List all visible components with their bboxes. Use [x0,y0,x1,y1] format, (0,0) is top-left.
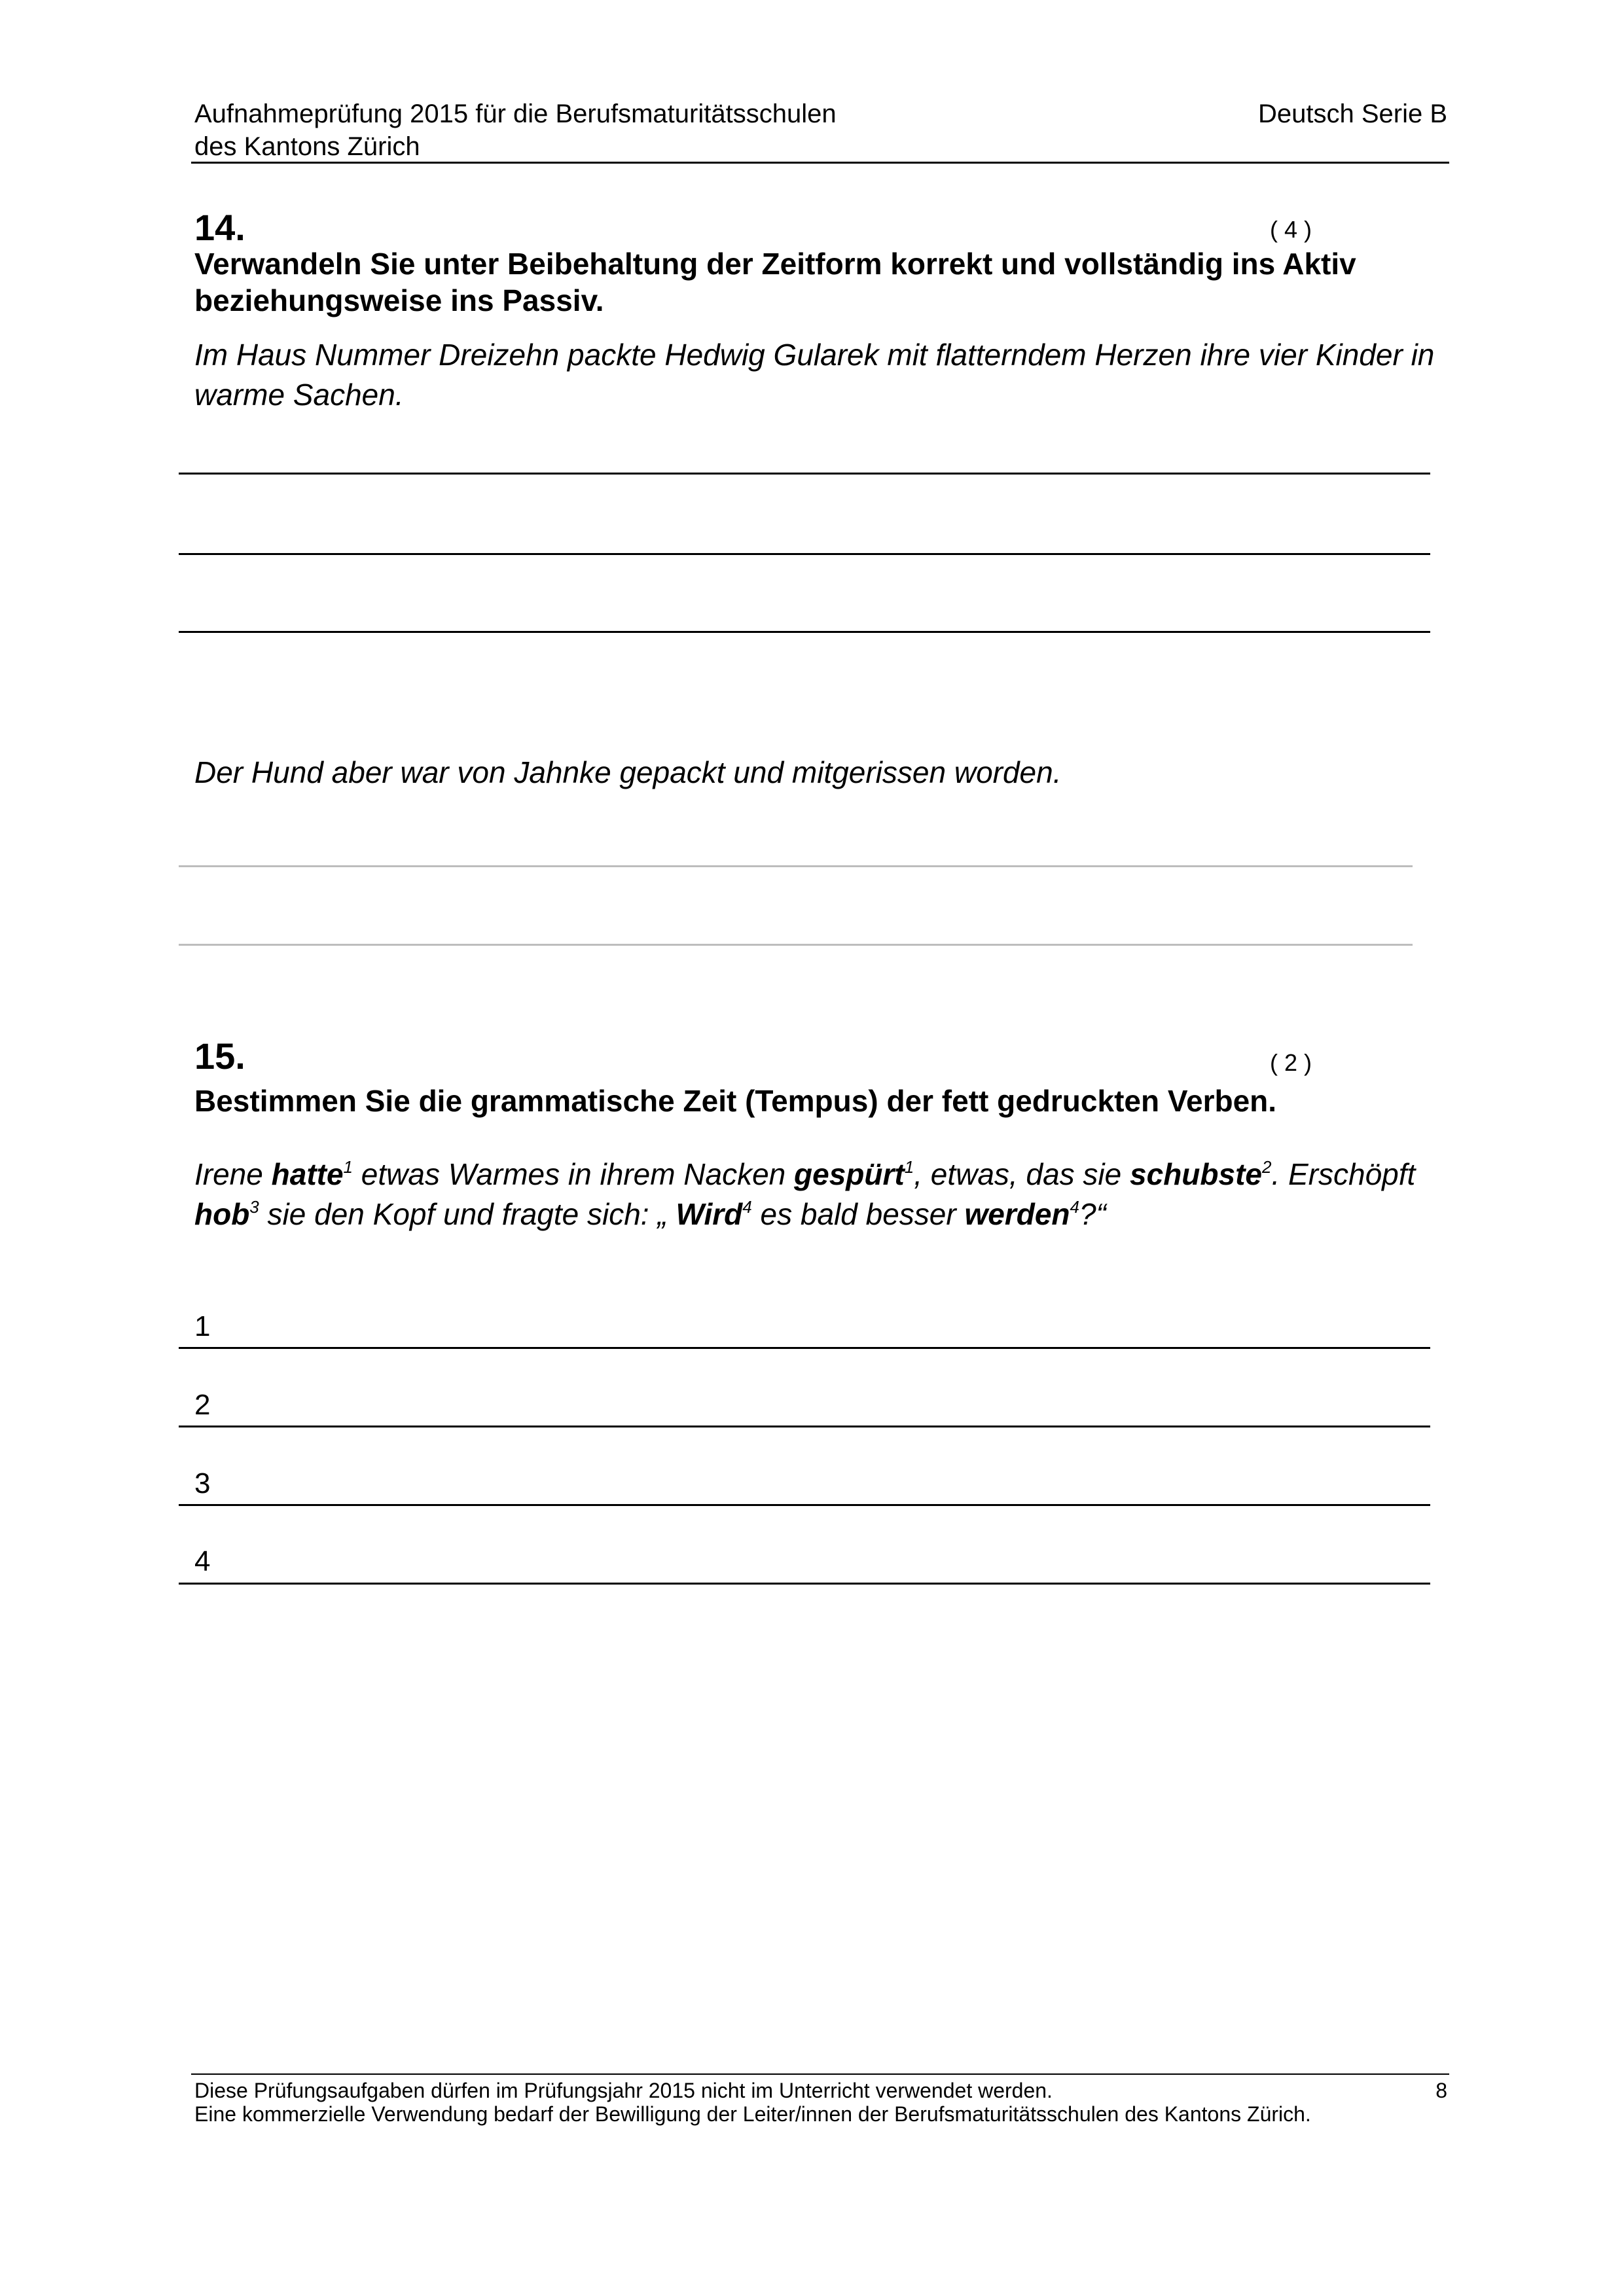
header-subject: Deutsch Serie B [1257,99,1447,128]
text-segment: , etwas, das sie [914,1157,1130,1191]
footer-rule [191,2073,1449,2075]
question-15-text-line1 [194,1155,1415,1194]
text-segment: ?“ [1079,1197,1106,1231]
answer-label-1: 1 [194,1310,211,1342]
question-14-instruction-line1: Verwandeln Sie unter Beibehaltung der Zeitform korrekt und vollständig ins Aktiv [194,247,1356,281]
answer-label-4: 4 [194,1545,211,1577]
answer-line-3[interactable] [179,1504,1430,1506]
verb-index: 3 [249,1196,259,1217]
verb-gespuert: gespürt [794,1157,905,1191]
text-segment: sie den Kopf und fragte sich: „ [259,1197,676,1231]
question-15-text-line2 [194,1194,1106,1234]
question-14-number: 14. [194,207,245,248]
verb-schubste: schubste [1130,1157,1262,1191]
answer-line[interactable] [179,553,1430,555]
verb-index: 1 [343,1157,353,1177]
answer-label-3: 3 [194,1467,211,1499]
verb-index: 1 [904,1157,914,1177]
answer-line[interactable] [179,865,1413,867]
question-15-instruction: Bestimmen Sie die grammatische Zeit (Tempus) der fett gedruckten Verben. [194,1084,1277,1118]
question-14-instruction-line2: beziehungsweise ins Passiv. [194,283,604,317]
header-rule [191,162,1449,164]
text-segment: etwas Warmes in ihrem Nacken [353,1157,795,1191]
verb-index: 2 [1261,1157,1272,1177]
footer-notice-line1: Diese Prüfungsaufgaben dürfen im Prüfungsjahr 2015 nicht im Unterricht verwendet werden. [194,2079,1053,2102]
question-15-number: 15. [194,1035,245,1077]
header-title-line2: des Kantons Zürich [194,132,420,161]
question-14-sentence1-line2: warme Sachen. [194,378,404,412]
question-14-sentence2: Der Hund aber war von Jahnke gepackt und mitgerissen worden. [194,755,1062,789]
answer-line[interactable] [179,473,1430,475]
question-14-sentence1-line1: Im Haus Nummer Dreizehn packte Hedwig Gularek mit flatterndem Herzen ihre vier Kinder in [194,338,1435,372]
footer-notice-line2: Eine kommerzielle Verwendung bedarf der Bewilligung der Leiter/innen der Berufsmaturitätsschulen des Kantons Zürich. [194,2102,1311,2126]
answer-line-1[interactable] [179,1347,1430,1349]
verb-index: 4 [1070,1196,1079,1217]
text-segment: . Erschöpft [1271,1157,1416,1191]
verb-wird: Wird [676,1197,743,1231]
text-segment: es bald besser [751,1197,965,1231]
verb-hatte: hatte [271,1157,344,1191]
page-number: 8 [1435,2079,1447,2102]
answer-line[interactable] [179,944,1413,946]
question-15-points: ( 2 ) [1270,1049,1312,1076]
verb-hob: hob [194,1197,250,1231]
answer-line[interactable] [179,631,1430,633]
question-14-points: ( 4 ) [1270,216,1312,243]
text-segment: Irene [194,1157,272,1191]
verb-index: 4 [742,1196,752,1217]
answer-line-2[interactable] [179,1426,1430,1427]
verb-werden: werden [964,1197,1070,1231]
answer-label-2: 2 [194,1389,211,1421]
header-title-line1: Aufnahmeprüfung 2015 für die Berufsmaturitätsschulen [194,99,837,128]
answer-line-4[interactable] [179,1583,1430,1585]
